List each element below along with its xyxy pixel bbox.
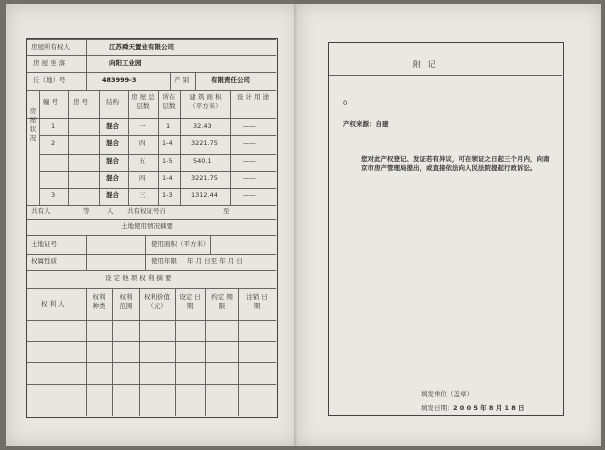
land-nature-label: 权属性质 [31,257,57,265]
row-total-floors: 四 [139,139,146,147]
rights-section-title: 设 定 他 项 权 利 摘 要 [105,274,172,282]
owner-label: 房屋所有权人 [31,43,70,51]
land-section-title: 土地使用情况摘要 [121,222,173,230]
property-label: 产 别 [174,76,190,84]
col-floor: 所在 层数 [162,93,176,110]
coowner-label: 共有人 [31,207,51,215]
land-cert-label: 土地证号 [31,240,57,248]
row-use: —— [243,122,256,130]
row-area: 1312.44 [191,191,218,199]
row-structure: 混合 [106,122,119,130]
row-total-floors: 五 [139,157,146,165]
col-total-floors: 房 屋 总层数 [131,93,155,110]
col-room: 房 号 [73,98,89,106]
row-floor: 1-4 [162,174,173,182]
notes-box [328,42,564,416]
property-source: 产权来源：自建 [343,120,389,128]
row-total-floors: 三 [139,191,146,199]
location-value: 向阳工业园 [109,59,142,67]
coowner-mid: 等 [83,207,90,215]
row-structure: 混合 [106,174,119,182]
row-use: —— [243,174,256,182]
row-floor: 1 [166,122,171,130]
rights-col-value: 权利价值 （元） [144,293,170,310]
col-area: 建 筑 面 积 （平方米） [189,93,222,110]
row-building: 2 [51,139,56,147]
row-structure: 混合 [106,139,119,147]
row-total-floors: 一 [139,122,146,130]
row-structure: 混合 [106,157,119,165]
row-floor: 1-3 [162,191,173,199]
row-floor: 1-5 [162,157,173,165]
land-area-label: 使用面积（平方米） [151,240,210,248]
row-building: 1 [51,122,56,130]
coowner-to: 至 [223,207,230,215]
row-area: 3221.75 [191,139,218,147]
row-floor: 1-4 [162,139,173,147]
rights-col-set-date: 设定 日期 [179,293,201,310]
row-area: 540.1 [193,157,212,165]
registration-table [26,38,278,418]
row-structure: 混合 [106,191,119,199]
col-building: 幢 号 [43,98,59,106]
row-building: 3 [51,191,56,199]
notes-title: 附 记 [413,60,438,69]
right-page [298,4,601,446]
left-page [6,4,298,446]
col-use: 设 计 用 途 [236,93,270,101]
land-term-value: 年 月 日至 年 月 日 [187,257,243,265]
row-use: —— [243,139,256,147]
rights-col-type: 权利 种类 [92,293,106,310]
filler-label: 填发单位（盖章） [421,390,473,398]
property-value: 有限责任公司 [211,76,250,84]
parcel-value: 483999-3 [102,76,137,84]
rights-col-holder: 权 利 人 [41,300,65,308]
date-value: 2 0 0 5 年 8 月 1 8 日 [453,404,525,412]
location-label: 房 屋 坐 落 [33,59,66,67]
notes-number: 0 [343,99,348,107]
row-total-floors: 四 [139,174,146,182]
coowner-people: 人 [107,207,114,215]
parcel-label: 丘（地）号 [33,76,66,84]
rights-col-scope: 权利 范围 [119,293,133,310]
owner-value: 江苏舜天置业有限公司 [109,43,174,51]
objection-notice: 您对此产权登记、发证若有异议，可在领证之日起三个月内，向南京市房产管理局提出，或直接依法向人民法院提起行政诉讼。 [361,155,550,172]
date-label: 填发日期： [421,404,454,412]
coowner-cert-label: 共有权证号自 [127,207,166,215]
row-area: 3221.75 [191,174,218,182]
col-structure: 结构 [106,98,119,106]
status-section-label: 房屋状况 [29,107,37,142]
row-use: —— [243,157,256,165]
row-area: 32.43 [193,122,212,130]
land-term-label: 使用年限 [151,257,177,265]
rights-col-cancel-date: 注销 日期 [246,293,268,310]
rights-col-term: 约定 期限 [211,293,233,310]
row-use: —— [243,191,256,199]
